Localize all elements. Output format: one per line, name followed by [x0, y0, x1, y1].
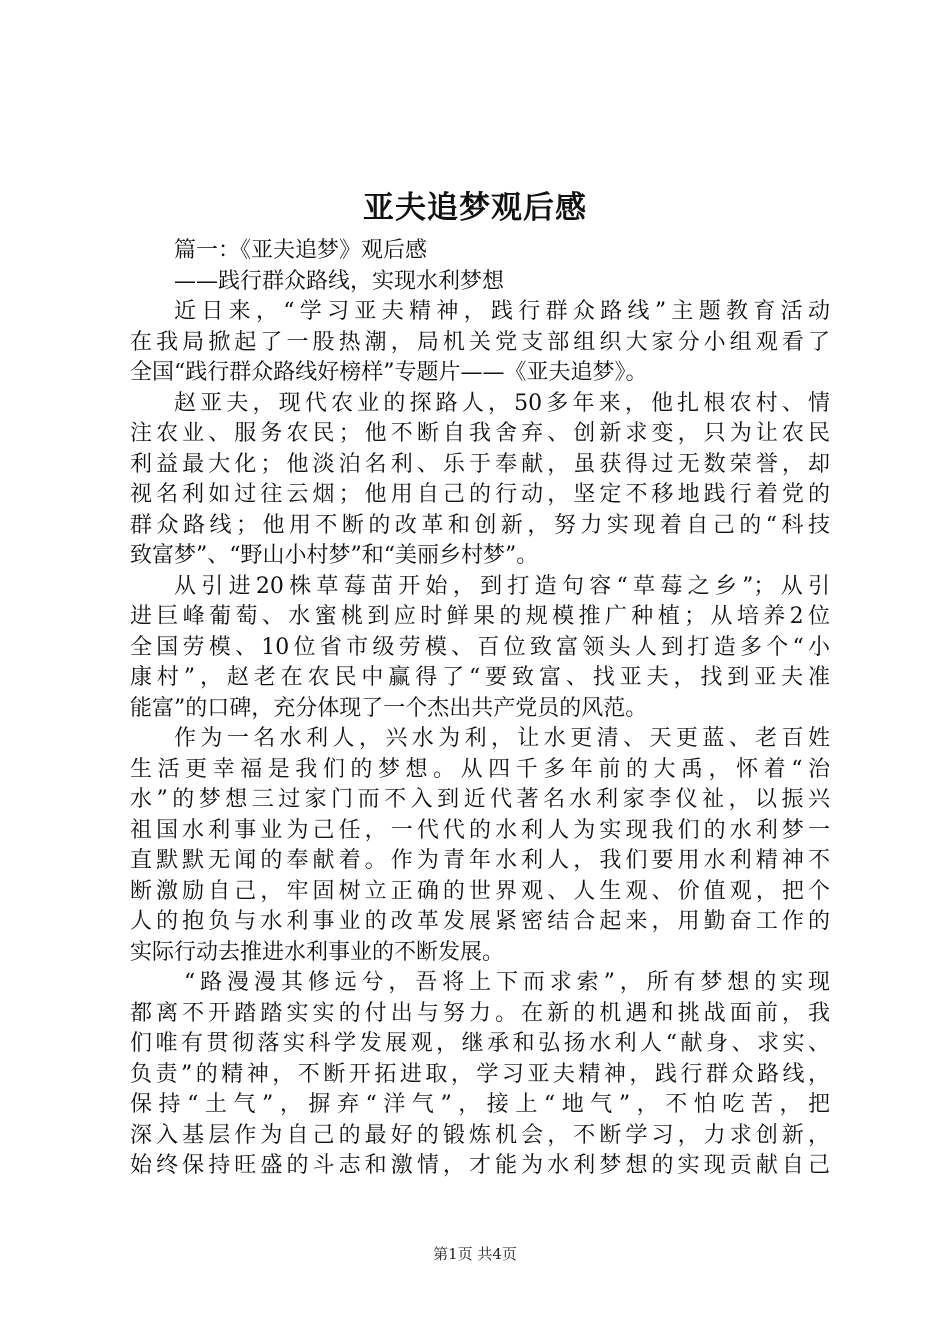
paragraph-line: 断激励自己，牢固树立正确的世界观、人生观、价值观，把个 — [130, 878, 830, 904]
paragraph-line: 全国劳模、10位省市级劳模、百位致富领头人到打造多个“小 — [130, 634, 830, 660]
paragraph-line: 水”的梦想三过家门而不入到近代著名水利家李仪祉，以振兴 — [130, 787, 830, 812]
paragraph-line: 注农业、服务农民；他不断自我舍弃、创新求变，只为让农民 — [130, 421, 830, 446]
paragraph-line: 祖国水利事业为己任，一代代的水利人为实现我们的水利梦一 — [130, 817, 830, 843]
paragraph-line: 利益最大化；他淡泊名利、乐于奉献，虽获得过无数荣誉，却 — [130, 451, 830, 477]
paragraph-line: “路漫漫其修远兮，吾将上下而求索”，所有梦想的实现 — [184, 970, 830, 995]
paragraph-line: 人的抱负与水利事业的改革发展紧密结合起来，用勤奋工作的 — [130, 909, 830, 934]
paragraph-line: 生活更幸福是我们的梦想。从四千多年前的大禹，怀着“治 — [130, 756, 830, 782]
paragraph-line: 康村”，赵老在农民中赢得了“要致富、找亚夫，找到亚夫准 — [130, 665, 830, 690]
paragraph-line: 群众路线；他用不断的改革和创新，努力实现着自己的“科技 — [130, 512, 830, 538]
paragraph-line: 视名利如过往云烟；他用自己的行动，坚定不移地践行着党的 — [130, 482, 830, 507]
paragraph-line: 能富”的口碑，充分体现了一个杰出共产党员的风范。 — [130, 695, 648, 721]
paragraph-line: 赵亚夫，现代农业的探路人，50多年来，他扎根农村、情 — [174, 390, 830, 416]
paragraph-line: 保持“土气”，摒弃“洋气”，接上“地气”，不怕吃苦，把 — [130, 1092, 830, 1117]
paragraph-line: 近日来，“学习亚夫精神，践行群众路线”主题教育活动 — [174, 299, 830, 324]
section-heading: 篇一：《亚夫追梦》观后感 — [174, 238, 428, 263]
paragraph-line: 直默默无闻的奉献着。作为青年水利人，我们要用水利精神不 — [130, 848, 830, 873]
page-number-footer: 第1页 共4页 — [433, 1245, 517, 1263]
paragraph-line: 们唯有贯彻落实科学发展观，继承和弘扬水利人“献身、求实、 — [130, 1031, 830, 1056]
paragraph-line: 实际行动去推进水利事业的不断发展。 — [130, 939, 505, 965]
paragraph-line: 全国“践行群众路线好榜样”专题片——《亚夫追梦》。 — [130, 360, 648, 385]
paragraph-line: 始终保持旺盛的斗志和激情，才能为水利梦想的实现贡献自己 — [130, 1153, 830, 1178]
paragraph-line: 深入基层作为自己的最好的锻炼机会，不断学习，力求创新， — [130, 1122, 830, 1148]
document-body — [130, 236, 830, 1182]
section-subtitle: ——践行群众路线，实现水利梦想 — [174, 268, 505, 294]
paragraph-line: 致富梦”、“野山小村梦”和“美丽乡村梦”。 — [130, 543, 539, 568]
document-title: 亚夫追梦观后感 — [363, 190, 587, 226]
paragraph-line: 在我局掀起了一股热潮，局机关党支部组织大家分小组观看了 — [130, 329, 830, 355]
paragraph-line: 都离不开踏踏实实的付出与努力。在新的机遇和挑战面前，我 — [130, 1000, 830, 1026]
paragraph-line: 负责”的精神，不断开拓进取，学习亚夫精神，践行群众路线， — [130, 1061, 830, 1087]
paragraph-line: 进巨峰葡萄、水蜜桃到应时鲜果的规模推广种植；从培养2位 — [130, 604, 830, 629]
paragraph-line: 从引进20株草莓苗开始，到打造句容“草莓之乡”；从引 — [174, 573, 830, 599]
paragraph-line: 作为一名水利人，兴水为利，让水更清、天更蓝、老百姓 — [174, 726, 830, 751]
